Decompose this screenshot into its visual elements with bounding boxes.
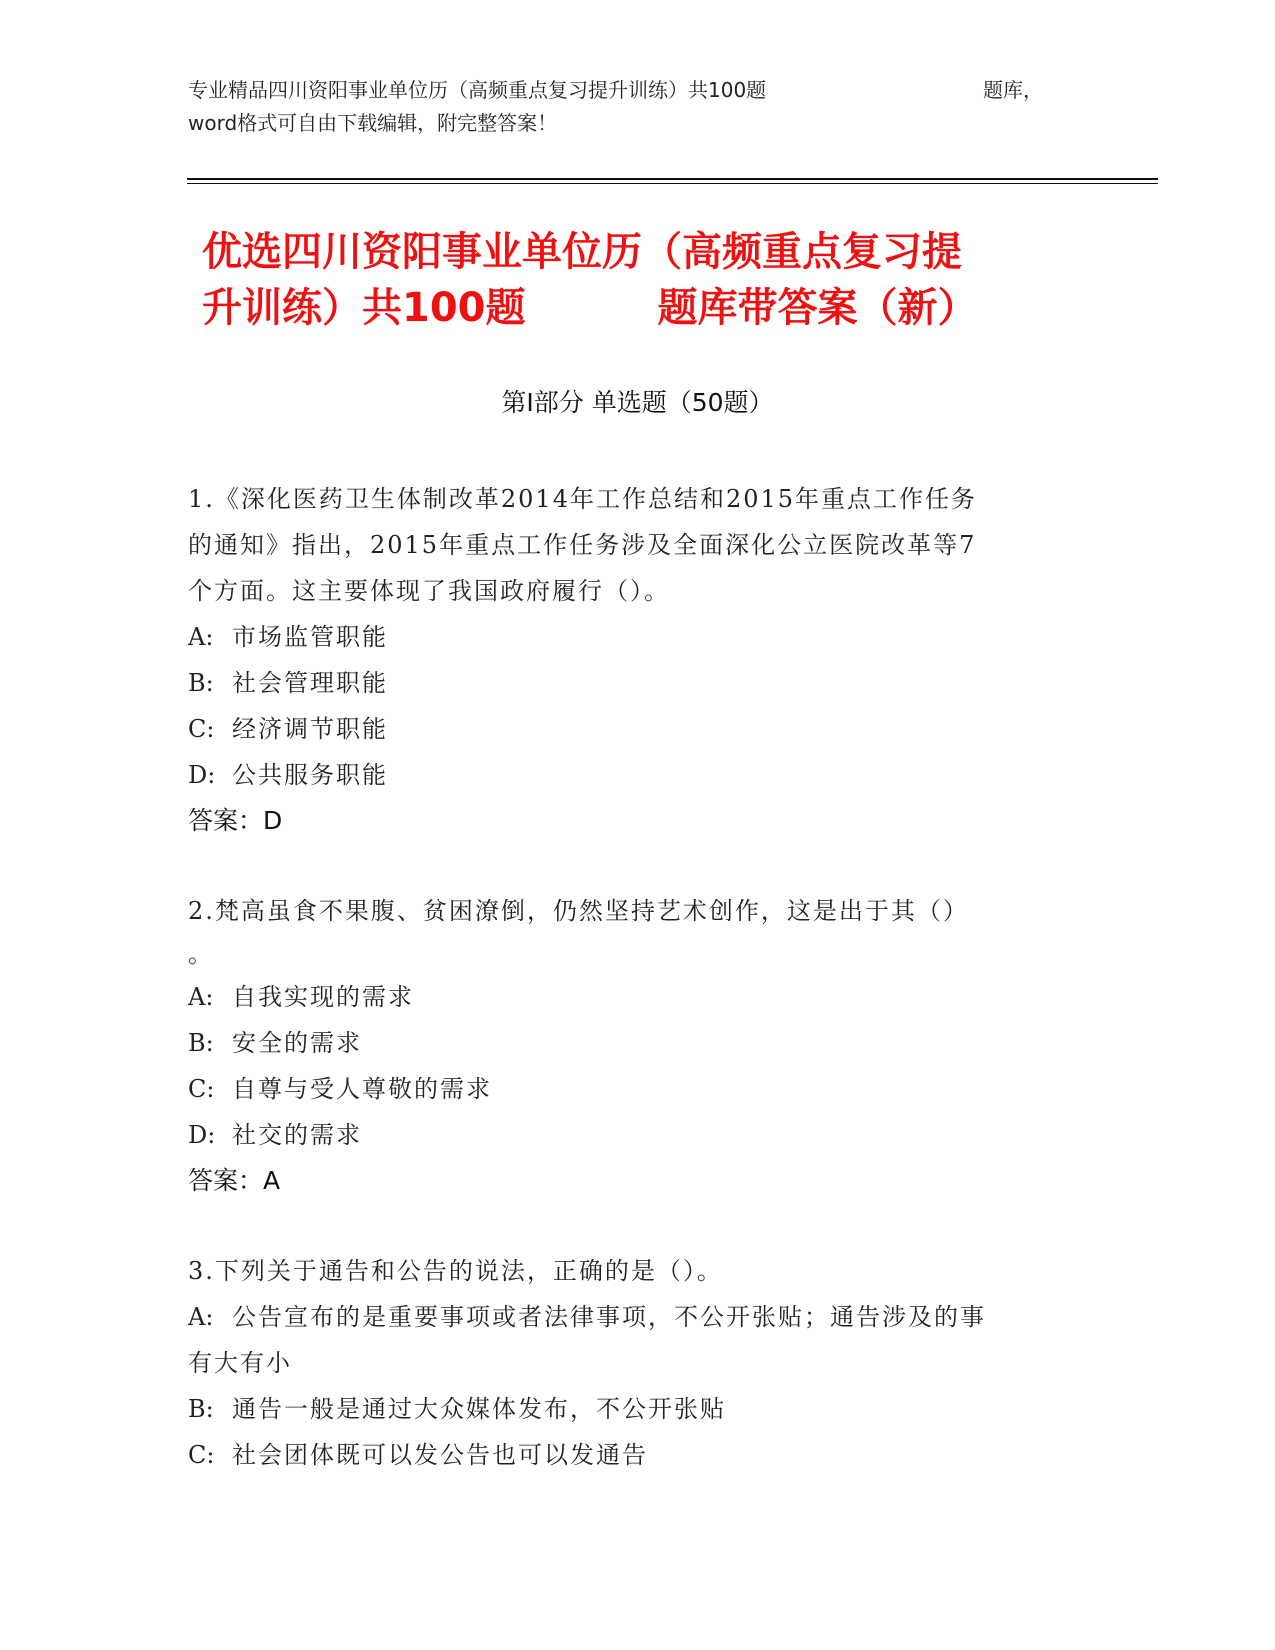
- question-2-option-a: [188, 974, 1088, 1020]
- document-title: [202, 224, 1082, 336]
- question-2: [188, 888, 1088, 1204]
- option-letter: D:: [188, 761, 216, 789]
- option-letter: C:: [188, 1441, 215, 1469]
- section-heading: 第Ⅰ部分 单选题（50题）: [501, 388, 774, 417]
- question-3-option-c: [188, 1432, 1088, 1478]
- question-3-option-a: [188, 1294, 1088, 1340]
- option-text: 安全的需求: [232, 1029, 362, 1057]
- header-divider-thin: [187, 183, 1158, 184]
- option-letter: D:: [188, 1121, 216, 1149]
- option-text: 社交的需求: [232, 1121, 362, 1149]
- title-line-2-left: 升训练）共100题: [202, 285, 526, 331]
- question-3-stem-line-1: 3.下列关于通告和公告的说法，正确的是（）。: [188, 1257, 723, 1285]
- document-header: [188, 74, 1068, 140]
- option-text: 公共服务职能: [232, 761, 388, 789]
- option-letter: A:: [188, 983, 214, 1011]
- option-text: 通告一般是通过大众媒体发布，不公开张贴: [232, 1395, 726, 1423]
- question-1-option-d: [188, 752, 1088, 798]
- option-letter: A:: [188, 623, 214, 651]
- question-2-stem-line-2: 。: [188, 940, 214, 968]
- header-text-right: 题库，: [983, 78, 1043, 102]
- option-text: 社会团体既可以发公告也可以发通告: [232, 1441, 648, 1469]
- title-line-1: 优选四川资阳事业单位历（高频重点复习提: [202, 229, 962, 275]
- option-text: 经济调节职能: [232, 715, 388, 743]
- option-letter: A:: [188, 1303, 214, 1331]
- option-letter: B:: [188, 669, 214, 697]
- option-text: 公告宣布的是重要事项或者法律事项，不公开张贴；通告涉及的事: [232, 1303, 986, 1331]
- question-1-option-a: [188, 614, 1088, 660]
- question-1-stem-line-1: 1.《深化医药卫生体制改革2014年工作总结和2015年重点工作任务: [188, 485, 978, 513]
- question-1-stem-line-2: 的通知》指出，2015年重点工作任务涉及全面深化公立医院改革等7: [188, 531, 977, 559]
- question-3-option-a-continuation: 有大有小: [188, 1349, 292, 1377]
- question-1: [188, 476, 1088, 844]
- question-1-stem-line-3: 个方面。这主要体现了我国政府履行（）。: [188, 577, 670, 605]
- question-2-option-b: [188, 1020, 1088, 1066]
- option-letter: C:: [188, 715, 215, 743]
- question-1-option-c: [188, 706, 1088, 752]
- question-2-option-d: [188, 1112, 1088, 1158]
- question-1-answer: 答案：D: [188, 806, 283, 835]
- header-line-2: word格式可自由下载编辑，附完整答案！: [188, 111, 558, 135]
- option-text: 自我实现的需求: [232, 983, 414, 1011]
- question-2-stem-line-1: 2.梵高虽食不果腹、贫困潦倒，仍然坚持艺术创作，这是出于其（）: [188, 897, 969, 925]
- header-line-1: [188, 74, 1068, 107]
- question-2-answer: 答案：A: [188, 1166, 281, 1195]
- option-letter: C:: [188, 1075, 215, 1103]
- question-list: [188, 476, 1088, 1478]
- option-letter: B:: [188, 1029, 214, 1057]
- option-text: 社会管理职能: [232, 669, 388, 697]
- option-letter: B:: [188, 1395, 214, 1423]
- header-text-left: 专业精品四川资阳事业单位历（高频重点复习提升训练）共100题: [188, 78, 767, 102]
- header-divider-thick: [187, 178, 1158, 180]
- question-3-option-b: [188, 1386, 1088, 1432]
- question-1-option-b: [188, 660, 1088, 706]
- question-2-option-c: [188, 1066, 1088, 1112]
- title-line-2-right: 题库带答案（新）: [657, 285, 978, 331]
- option-text: 市场监管职能: [232, 623, 388, 651]
- question-3: [188, 1248, 1088, 1478]
- title-line-2: [202, 280, 1082, 336]
- option-text: 自尊与受人尊敬的需求: [232, 1075, 492, 1103]
